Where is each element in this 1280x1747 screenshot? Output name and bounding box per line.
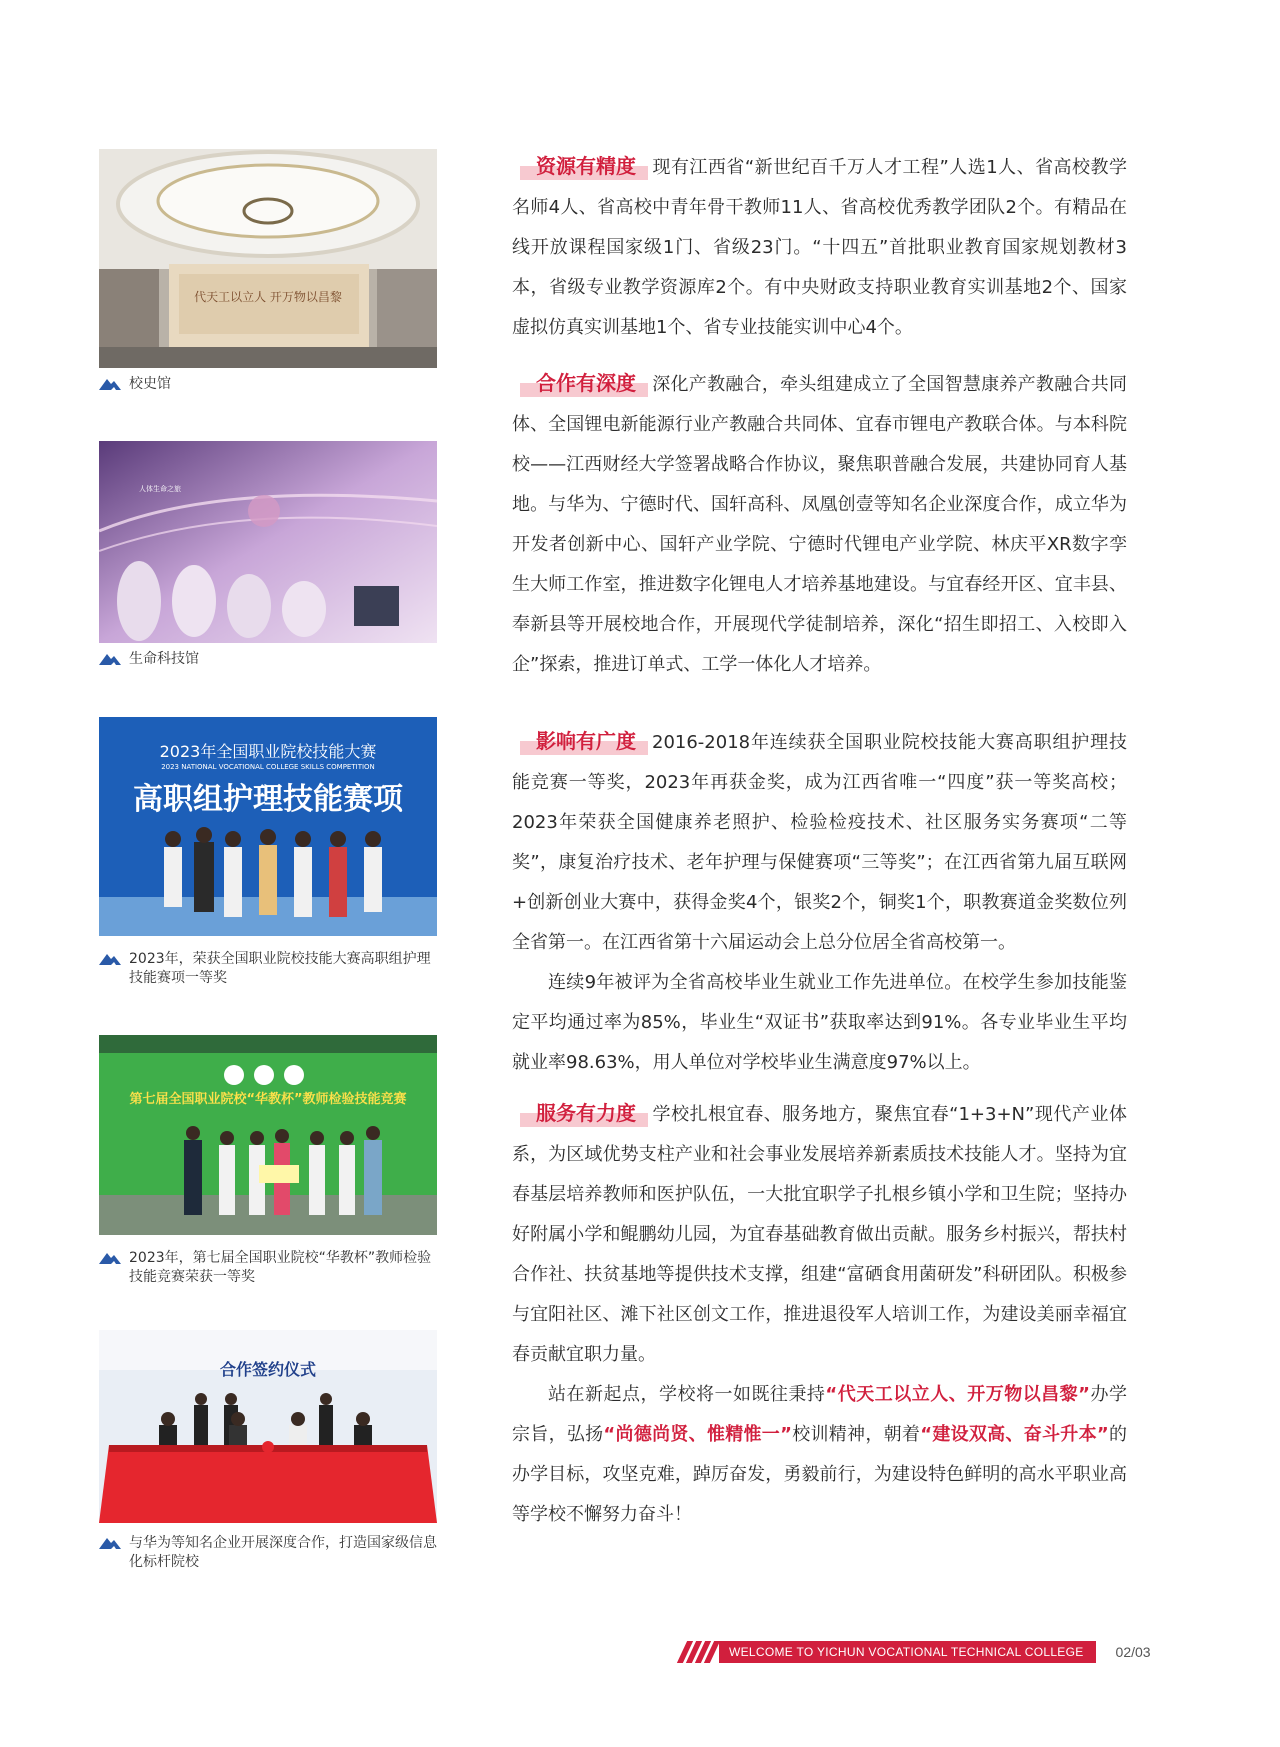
banner-title: 高职组护理技能赛项 bbox=[133, 782, 403, 817]
photo-inspection-competition bbox=[99, 1035, 437, 1235]
mountain-icon bbox=[99, 376, 121, 390]
mountain-icon bbox=[99, 1250, 121, 1264]
section-body: 深化产教融合，牵头组建成立了全国智慧康养产教融合共同体、全国锂电新能源行业产教融合共同体、宜春市锂电产教联合体。与本科院校——江西财经大学签署战略合作协议，聚焦职普融合发展，共建协同育人基地。与华为、宁德时代、国轩高科、凤凰创壹等知名企业深度合作，成立华为开发者创新中心、国轩产业学院、宁德时代锂电产业学院、林庆平XR数字孪生大师工作室，推进数字化锂电人才培养基地建设。与宜春经开区、宜丰县、奉新县等开展校地合作，开展现代学徒制培养，深化“招生即招工、入校即入企”探索，推进订单式、工学一体化人才培养。 bbox=[512, 374, 1127, 675]
closing-text-3: 校训精神，朝着 bbox=[791, 1424, 921, 1445]
section-influence bbox=[512, 721, 1127, 1083]
caption-life-science-hall bbox=[99, 650, 439, 669]
page-footer bbox=[682, 1641, 1151, 1663]
section-body: 现有江西省“新世纪百千万人才工程”人选1人、省高校教学名师4人、省高校中青年骨干教师11人、省高校优秀教学团队2个。有精品在线开放课程国家级1门、省级23门。“十四五”首批职业教育国家规划教材3本，省级专业教学资源库2个。有中央财政支持职业教育实训基地2个、国家虚拟仿真实训基地1个、省专业技能实训中心4个。 bbox=[512, 157, 1127, 338]
caption-signing-ceremony bbox=[99, 1534, 439, 1572]
section-body: 学校扎根宜春、服务地方，聚焦宜春“1+3+N”现代产业体系，为区域优势支柱产业和社会事业发展培养新素质技术技能人才。坚持为宜春基层培养教师和医护队伍，一大批宜职学子扎根乡镇小学和卫生院；坚持办好附属小学和鲲鹏幼儿园，为宜春基础教育做出贡献。服务乡村振兴，帮扶村合作社、扶贫基地等提供技术支撑，组建“富硒食用菌研发”科研团队。积极参与宜阳社区、滩下社区创文工作，推进退役军人培训工作，为建设美丽幸福宜春贡献宜职力量。 bbox=[512, 1104, 1127, 1365]
caption-inspection-competition bbox=[99, 1249, 439, 1287]
section-heading: 服务有力度 bbox=[512, 1093, 646, 1133]
footer-banner: WELCOME TO YICHUN VOCATIONAL TECHNICAL COLLEGE bbox=[719, 1641, 1096, 1663]
caption-history-hall bbox=[99, 375, 439, 394]
banner-title: 第七届全国职业院校“华教杯”教师检验技能竞赛 bbox=[129, 1092, 407, 1107]
closing-motto-3: “建设双高、奋斗升本” bbox=[920, 1424, 1109, 1445]
section-heading: 资源有精度 bbox=[512, 146, 646, 186]
section-heading: 影响有广度 bbox=[512, 721, 646, 761]
caption-text: 校史馆 bbox=[129, 376, 171, 392]
photo-history-hall bbox=[99, 149, 437, 368]
caption-text: 2023年，荣获全国职业院校技能大赛高职组护理技能赛项一等奖 bbox=[129, 951, 431, 986]
section-body: 2016-2018年连续获全国职业院校技能大赛高职组护理技能竞赛一等奖，2023年再获金奖，成为江西省唯一“四度”获一等奖高校；2023年荣获全国健康养老照护、检验检疫技术、社区服务实务赛项“二等奖”，康复治疗技术、老年护理与保健赛项“三等奖”；在江西省第九届互联网+创新创业大赛中，获得金奖4个，银奖2个，铜奖1个，职教赛道金奖数位列全省第一。在江西省第十六届运动会上总分位居全省高校第一。 bbox=[512, 732, 1127, 953]
section-paragraph: 连续9年被评为全省高校毕业生就业工作先进单位。在校学生参加技能鉴定平均通过率为85%，毕业生“双证书”获取率达到91%。各专业毕业生平均就业率98.63%，用人单位对学校毕业生满意度97%以上。 bbox=[512, 972, 1127, 1073]
stripe-decoration bbox=[682, 1641, 715, 1663]
section-heading: 合作有深度 bbox=[512, 363, 646, 403]
section-resources bbox=[512, 146, 1127, 348]
photo-signing-ceremony bbox=[99, 1330, 437, 1523]
closing-text-2: 办学宗旨，弘扬 bbox=[512, 1384, 1128, 1445]
caption-text: 与华为等知名企业开展深度合作，打造国家级信息化标杆院校 bbox=[129, 1535, 437, 1570]
life-science-wall-text: 人体生命之旅 bbox=[139, 485, 181, 493]
caption-text: 生命科技馆 bbox=[129, 651, 199, 667]
photo-life-science-hall bbox=[99, 441, 437, 643]
caption-nursing-competition bbox=[99, 950, 439, 988]
section-cooperation bbox=[512, 363, 1127, 685]
section-service bbox=[512, 1093, 1127, 1375]
caption-text: 2023年，第七届全国职业院校“华教杯”教师检验技能竞赛荣获一等奖 bbox=[129, 1250, 432, 1285]
mountain-icon bbox=[99, 651, 121, 665]
closing-motto-2: “尚德尚贤、惟精惟一” bbox=[603, 1424, 792, 1445]
photo-nursing-competition bbox=[99, 717, 437, 936]
banner-line1: 2023年全国职业院校技能大赛 bbox=[159, 742, 377, 761]
banner-title: 合作签约仪式 bbox=[219, 1360, 317, 1379]
closing-paragraph bbox=[512, 1375, 1127, 1535]
history-hall-wall-text: 代天工以立人 开万物以昌黎 bbox=[194, 290, 342, 304]
mountain-icon bbox=[99, 951, 121, 965]
closing-text-4: 的办学目标，攻坚克难，踔厉奋发，勇毅前行，为建设特色鲜明的高水平职业高等学校不懈努力奋斗！ bbox=[512, 1424, 1127, 1525]
closing-text-1: 站在新起点，学校将一如既往秉持 bbox=[548, 1384, 826, 1405]
page-number: 02/03 bbox=[1115, 1644, 1151, 1660]
closing-motto-1: “代天工以立人、开万物以昌黎” bbox=[825, 1384, 1091, 1405]
mountain-icon bbox=[99, 1535, 121, 1549]
banner-line2: 2023 NATIONAL VOCATIONAL COLLEGE SKILLS COMPETITION bbox=[161, 763, 375, 771]
